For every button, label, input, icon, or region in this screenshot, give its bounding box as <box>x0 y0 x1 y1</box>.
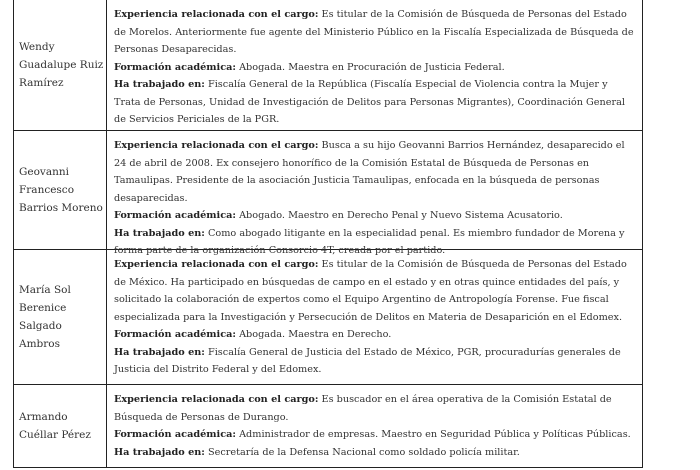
worked-line <box>114 344 636 379</box>
table-row <box>13 0 643 131</box>
candidate-info <box>107 131 642 256</box>
worked-label: Ha trabajado en: <box>114 346 205 358</box>
worked-text: Fiscalía General de Justicia del Estado de México, PGR, procuradurías generales de Justicia del Distrito Federal y del Edomex. <box>114 346 621 375</box>
experience-label: Experiencia relacionada con el cargo: <box>114 259 319 270</box>
education-line <box>114 426 636 444</box>
education-line <box>114 326 636 344</box>
education-line <box>114 59 636 77</box>
education-text: Administrador de empresas. Maestro en Seguridad Pública y Políticas Públicas. <box>239 429 631 440</box>
worked-line <box>114 444 636 462</box>
candidate-name: Armando Cuéllar Pérez <box>14 385 107 467</box>
experience-text: Busca a su hijo Geovanni Barrios Hernández, desaparecido el 24 de abril de 2008. Ex consejero honorífico de la Comisión Estatal de Búsqueda de Personas en Tamaulipas. Presidente de la asociación Justicia Tamaulipas, enfocada en la búsqueda de personas desaparecidas. <box>114 140 625 204</box>
candidates-table <box>13 0 643 468</box>
education-text: Abogado. Maestro en Derecho Penal y Nuevo Sistema Acusatorio. <box>239 210 563 221</box>
worked-line <box>114 76 636 129</box>
table-row <box>13 131 643 256</box>
candidate-info <box>107 385 642 467</box>
education-text: Abogada. Maestra en Derecho. <box>239 329 392 340</box>
education-label: Formación académica: <box>114 210 236 221</box>
candidate-name: Wendy Guadalupe Ruiz Ramírez <box>14 0 107 130</box>
candidate-info <box>107 0 642 130</box>
experience-line <box>114 256 636 326</box>
candidate-name: Geovanni Francesco Barrios Moreno <box>14 131 107 249</box>
education-line <box>114 207 636 225</box>
table-row <box>13 385 643 468</box>
education-label: Formación académica: <box>114 61 236 73</box>
worked-text: Fiscalía General de la República (Fiscalía Especial de Violencia contra la Mujer y Trata de Personas, Unidad de Investigación de Delitos para Personas Migrantes), Coordinación General de Servicios Periciales de la PGR. <box>114 79 625 125</box>
experience-line <box>114 137 636 207</box>
experience-text: Es buscador en el área operativa de la Comisión Estatal de Búsqueda de Personas de Durango. <box>114 394 612 423</box>
worked-text: Secretaría de la Defensa Nacional como soldado policía militar. <box>207 446 520 458</box>
worked-label: Ha trabajado en: <box>114 446 205 458</box>
experience-label: Experiencia relacionada con el cargo: <box>114 140 319 151</box>
table-row <box>13 250 643 385</box>
experience-line <box>114 6 636 59</box>
candidate-name: María Sol Berenice Salgado Ambros <box>14 250 107 384</box>
education-label: Formación académica: <box>114 429 236 440</box>
experience-text: Es titular de la Comisión de Búsqueda de Personas del Estado de Morelos. Anteriormente fue agente del Ministerio Público en la Fiscalía Especializada de Búsqueda de Personas Desaparecidas. <box>114 9 634 55</box>
education-text: Abogada. Maestra en Procuración de Justicia Federal. <box>239 61 505 73</box>
worked-text: Como abogado litigante en la especialidad penal. Es miembro fundador de Morena y forma parte de la organización Consorcio 4T, creada por el partido. <box>114 227 625 256</box>
experience-label: Experiencia relacionada con el cargo: <box>114 394 319 405</box>
experience-text: Es titular de la Comisión de Búsqueda de Personas del Estado de México. Ha participado en búsquedas de campo en el estado y en otras quince entidades del país, y solicitado la colaboración de expertos como el Equipo Argentino de Antropología Forense. Fue fiscal especializada para la Investigación y Persecución de Delitos en Materia de Desaparición en el Edomex. <box>114 259 627 323</box>
experience-label: Experiencia relacionada con el cargo: <box>114 9 319 20</box>
experience-line <box>114 391 636 426</box>
education-label: Formación académica: <box>114 329 236 340</box>
worked-label: Ha trabajado en: <box>114 227 205 239</box>
worked-label: Ha trabajado en: <box>114 79 205 90</box>
candidate-info <box>107 250 642 384</box>
